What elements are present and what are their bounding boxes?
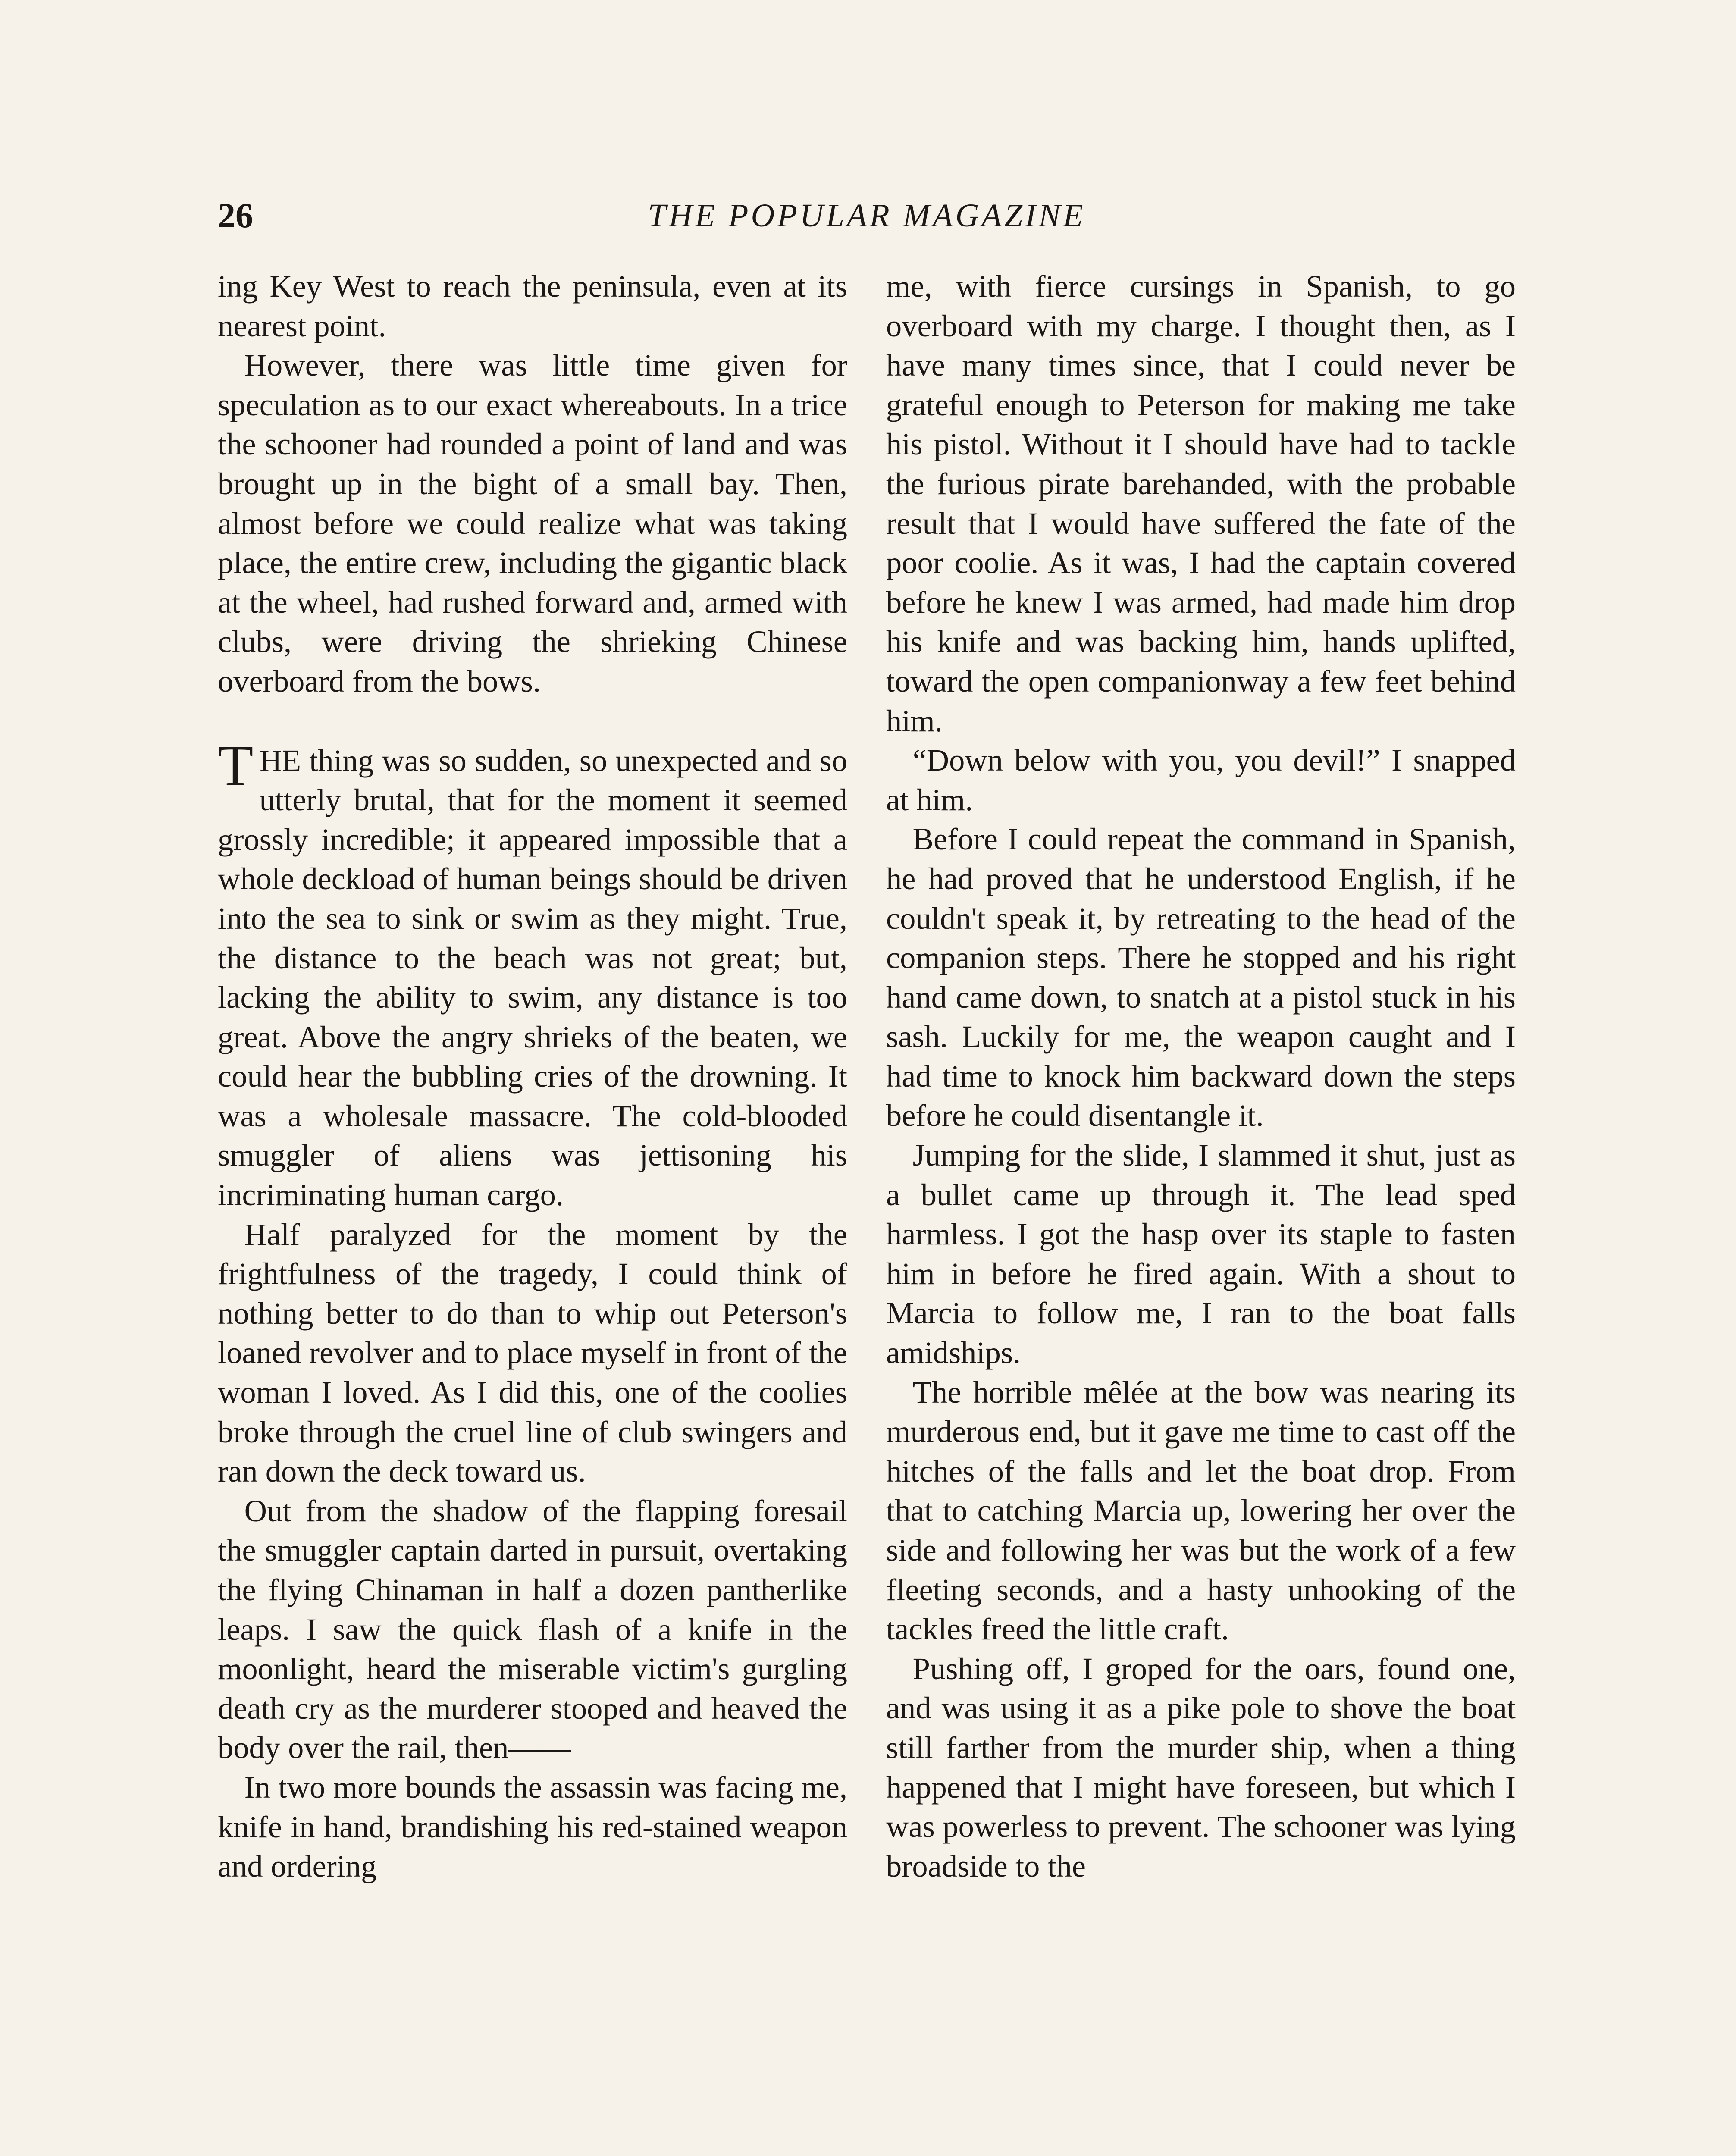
paragraph: Out from the shadow of the flapping foresail the smuggler captain darted in pursuit, overtaking the flying Chinaman in half a dozen pantherlike leaps. I saw the quick flash of a knife in the moonlight, heard the miserable victim's gurgling death cry as the murderer stooped and heaved the body over the rail, then——: [218, 1493, 847, 1765]
paragraph: Half paralyzed for the moment by the frightfulness of the tragedy, I could think of nothing better to do than to whip out Peterson's loaned revolver and to place myself in front of the woman I loved. As I did this, one of the coolies broke through the cruel line of club swingers and ran down the deck toward us.: [218, 1216, 847, 1489]
right-column: [886, 266, 1516, 1886]
page-number: 26: [218, 196, 253, 235]
left-column: [218, 266, 847, 1886]
section-opening-paragraph: [218, 733, 847, 1215]
paragraph: However, there was little time given for speculation as to our exact whereabouts. In a trice the schooner had rounded a point of land and was brought up in the bight of a small bay. Then, almost before we could realize what was taking place, the entire crew, including the gigantic black at the wheel, had rushed forward and, armed with clubs, were driving the shrieking Chinese overboard from the bows.: [218, 348, 847, 699]
page-header: [218, 192, 1516, 239]
paragraph: The horrible mêlée at the bow was nearing its murderous end, but it gave me time to cast off the hitches of the falls and let the boat drop. From that to catching Marcia up, lowering her over the side and following her was but the work of a few fleeting seconds, and a hasty unhooking of the tackles freed the little craft.: [886, 1374, 1516, 1647]
paragraph: Jumping for the slide, I slammed it shut, just as a bullet came up through it. The lead sped harmless. I got the hasp over its staple to fasten him in before he fired again. With a shout to Marcia to follow me, I ran to the boat falls amidships.: [886, 1138, 1516, 1370]
paragraph-text: HE thing was so sudden, so unexpected and so utterly brutal, that for the moment it seemed grossly incredible; it appeared impossible that a whole deckload of human beings should be driven into the sea to sink or swim as they might. True, the distance to the beach was not great; but, lacking the ability to swim, any distance is too great. Above the angry shrieks of the beaten, we could hear the bubbling cries of the drowning. It was a wholesale massacre. The cold-blooded smuggler of aliens was jettisoning his incriminating human cargo.: [218, 743, 847, 1213]
paragraph: Pushing off, I groped for the oars, found one, and was using it as a pike pole to shove the boat still farther from the murder ship, when a thing happened that I might have foreseen, but which I was powerless to prevent. The schooner was lying broadside to the: [886, 1651, 1516, 1883]
paragraph: me, with fierce cursings in Spanish, to go overboard with my charge. I thought then, as I have many times since, that I could never be grateful enough to Peterson for making me take his pistol. Without it I should have had to tackle the furious pirate barehanded, with the probable result that I would have suffered the fate of the poor coolie. As it was, I had the captain covered before he knew I was armed, had made him drop his knife and was backing him, hands uplifted, toward the open companionway a few feet behind him.: [886, 269, 1516, 738]
magazine-title: THE POPULAR MAGAZINE: [648, 197, 1086, 234]
paragraph: Before I could repeat the command in Spanish, he had proved that he understood English, if he couldn't speak it, by retreating to the head of the companion steps. There he stopped and his right hand came down, to snatch at a pistol stuck in his sash. Luckily for me, the weapon caught and I had time to knock him backward down the steps before he could disentangle it.: [886, 821, 1516, 1133]
paragraph: ing Key West to reach the peninsula, even at its nearest point.: [218, 269, 847, 343]
paragraph: “Down below with you, you devil!” I snapped at him.: [886, 743, 1516, 817]
drop-cap: T: [218, 733, 254, 798]
paragraph: In two more bounds the assassin was facing me, knife in hand, brandishing his red-stained weapon and ordering: [218, 1769, 847, 1884]
